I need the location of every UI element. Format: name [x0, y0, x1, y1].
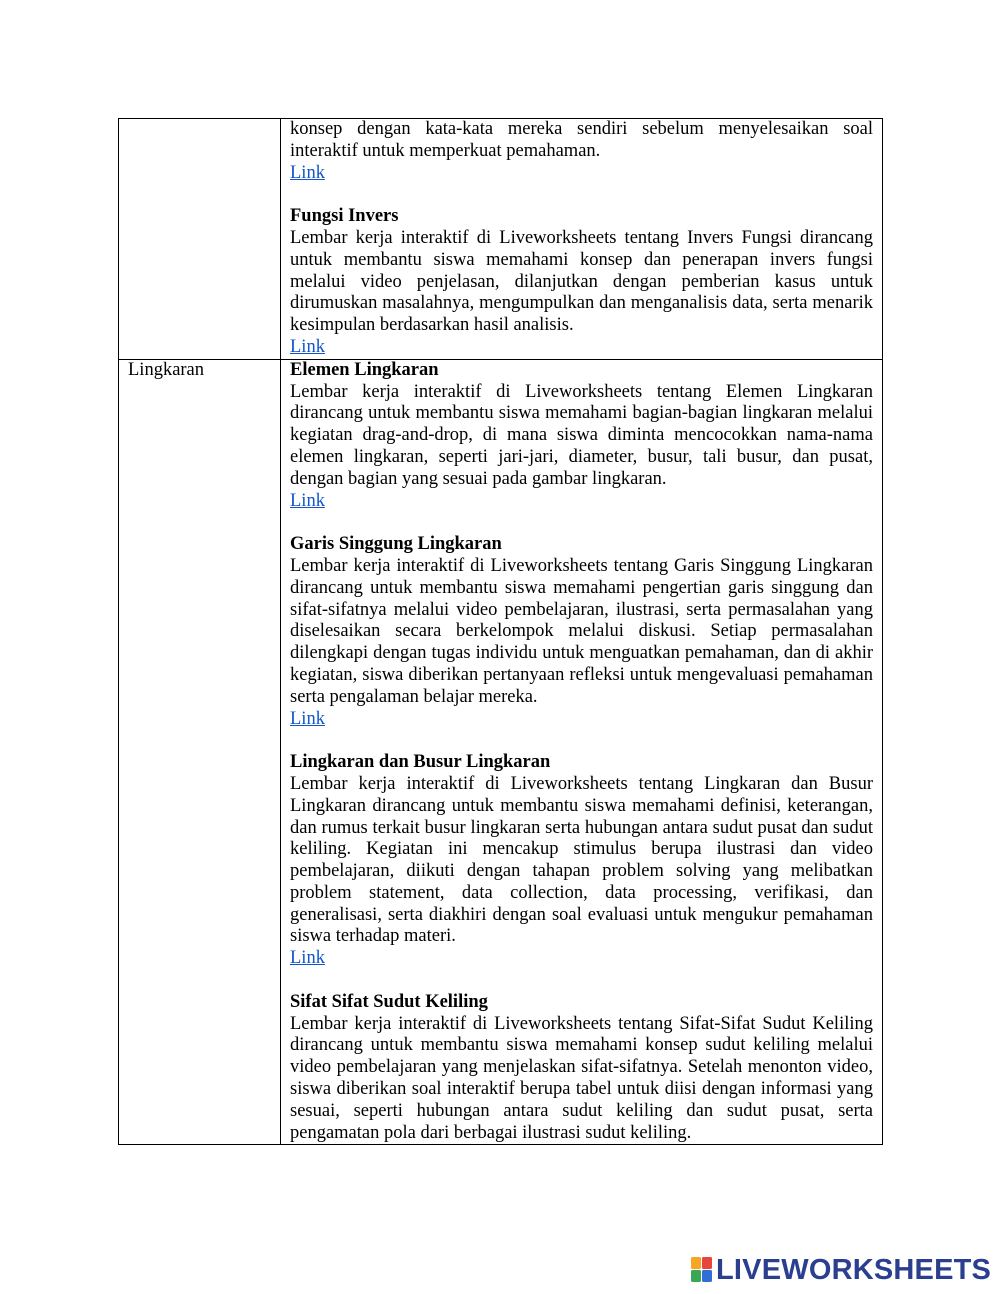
entry-description: Lembar kerja interaktif di Liveworksheets tentang Garis Singgung Lingkaran dirancang untuk membantu siswa memahami pengertian garis singgung dan sifat-sifatnya melalui video pembelajaran, ilustrasi, serta permasalahan yang diselesaikan secara berkelompok melalui diskusi. Setiap permasalahan dilengkapi dengan tugas individu untuk menguatkan pemahaman, dan di akhir kegiatan, siswa diberikan pertanyaan refleksi untuk mengevaluasi pemahaman serta pengalaman belajar mereka.	[290, 555, 873, 707]
entry-description: Lembar kerja interaktif di Liveworksheets tentang Invers Fungsi dirancang untuk membantu siswa memahami konsep dan penerapan invers fungsi melalui video penjelasan, dilanjutkan dengan pemberian kasus untuk dirumuskan masalahnya, mengumpulkan dan menganalisis data, serta menarik kesimpulan berdasarkan hasil analisis.	[290, 227, 873, 336]
resource-link[interactable]: Link	[290, 948, 325, 969]
table-row	[119, 119, 883, 360]
resource-link[interactable]: Link	[290, 162, 325, 183]
entry-title: Sifat Sifat Sudut Keliling	[290, 991, 488, 1012]
resource-link[interactable]: Link	[290, 708, 325, 729]
liveworksheets-logo-icon	[691, 1257, 713, 1283]
spacer	[290, 512, 873, 534]
resource-link[interactable]: Link	[290, 490, 325, 511]
liveworksheets-logo	[691, 1253, 991, 1287]
topic-cell	[119, 119, 281, 360]
content-cell	[281, 359, 883, 1145]
entry-title: Lingkaran dan Busur Lingkaran	[290, 752, 551, 773]
spacer	[290, 970, 873, 992]
spacer	[290, 730, 873, 752]
entry-title: Elemen Lingkaran	[290, 359, 439, 380]
brand-name: LIVEWORKSHEETS	[716, 1253, 992, 1286]
topic-cell: Lingkaran	[119, 359, 281, 1145]
table-row	[119, 359, 883, 1145]
resource-link[interactable]: Link	[290, 336, 325, 357]
entry-description: Lembar kerja interaktif di Liveworksheets tentang Elemen Lingkaran dirancang untuk membantu siswa memahami bagian-bagian lingkaran melalui kegiatan drag-and-drop, di mana siswa diminta mencocokkan nama-nama elemen lingkaran, seperti jari-jari, diameter, busur, tali busur, dan pusat, dengan bagian yang sesuai pada gambar lingkaran.	[290, 381, 873, 489]
entry-title: Garis Singgung Lingkaran	[290, 534, 502, 555]
entry-description: Lembar kerja interaktif di Liveworksheets tentang Sifat-Sifat Sudut Keliling dirancang untuk membantu siswa memahami konsep sudut keliling melalui video pembelajaran yang menjelaskan sifat-sifatnya. Setelah menonton video, siswa diberikan soal interaktif berupa tabel untuk diisi dengan informasi yang sesuai, seperti hubungan antara sudut keliling dan sudut pusat, serta pengamatan pola dari berbagai ilustrasi sudut keliling.	[290, 1013, 873, 1143]
entry-title: Fungsi Invers	[290, 206, 399, 227]
spacer	[290, 184, 873, 206]
content-cell	[281, 119, 883, 360]
entry-description: Lembar kerja interaktif di Liveworksheets tentang Lingkaran dan Busur Lingkaran dirancang untuk membantu siswa memahami definisi, keterangan, dan rumus terkait busur lingkaran serta hubungan antara sudut pusat dan sudut keliling. Kegiatan ini mencakup stimulus berupa ilustrasi dan video pembelajaran, diikuti dengan tahapan problem solving yang melibatkan problem statement, data collection, data processing, verifikasi, dan generalisasi, serta diakhiri dengan soal evaluasi untuk mengukur pemahaman siswa terhadap materi.	[290, 773, 873, 947]
resource-table	[118, 118, 883, 1145]
entry-description: konsep dengan kata-kata mereka sendiri sebelum menyelesaikan soal interaktif untuk memperkuat pemahaman.	[290, 119, 873, 161]
